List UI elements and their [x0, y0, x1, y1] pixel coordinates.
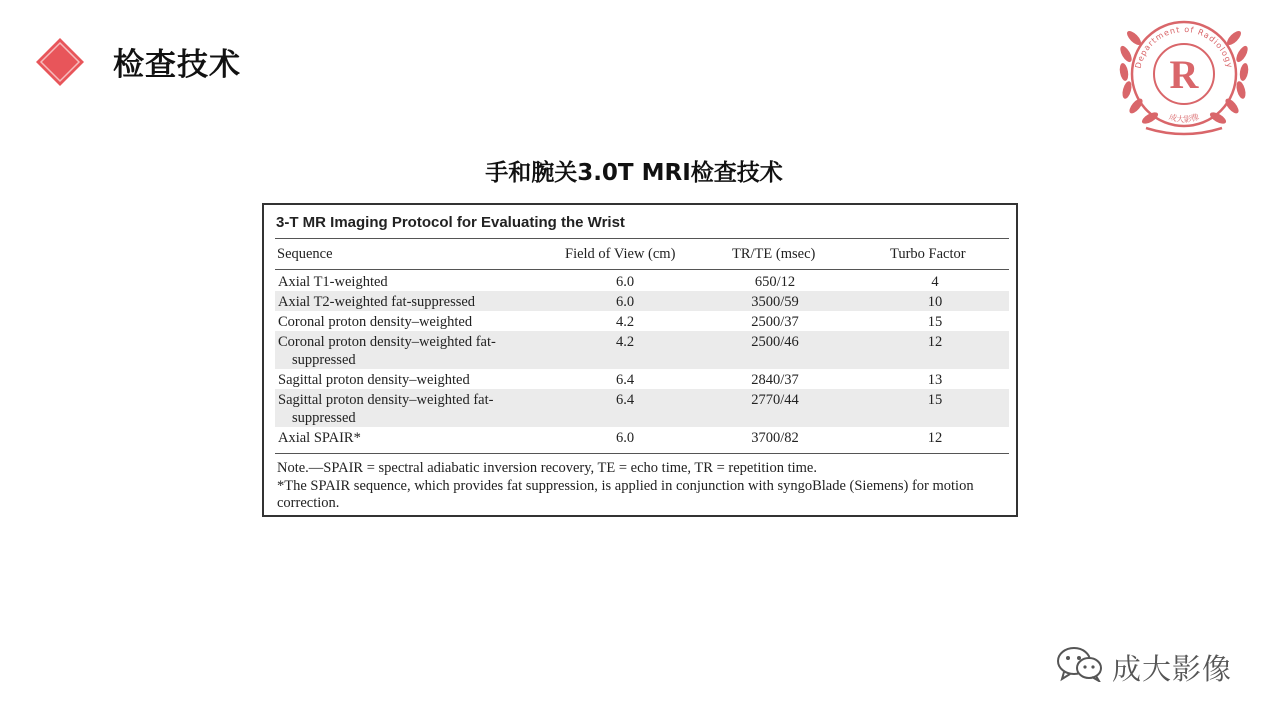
table-top-rule: [275, 238, 1009, 239]
wechat-icon: [1056, 646, 1104, 682]
cell-fov: 4.2: [615, 314, 635, 330]
table-row: [275, 271, 1009, 291]
cell-fov: 6.0: [615, 274, 635, 290]
cell-turbo: 13: [927, 372, 943, 388]
cell-trte: 2500/46: [751, 334, 799, 350]
watermark-text: 成大影像: [1112, 652, 1233, 686]
section-subtitle: 手和腕关3.0T MRI检查技术: [485, 160, 783, 186]
column-header-fov: Field of View (cm): [565, 246, 676, 262]
cell-sequence: Sagittal proton density–weighted: [278, 372, 470, 388]
cell-turbo: 15: [927, 314, 943, 330]
table-row: [275, 291, 1009, 311]
radiology-department-logo: [1110, 12, 1258, 140]
cell-trte: 2500/37: [751, 314, 799, 330]
cell-fov: 6.4: [615, 372, 635, 388]
cell-turbo: 12: [927, 334, 943, 350]
table-title: 3-T MR Imaging Protocol for Evaluating the Wrist: [276, 214, 625, 231]
table-bottom-rule: [275, 453, 1009, 454]
cell-fov: 6.0: [615, 430, 635, 446]
table-row: [275, 369, 1009, 389]
cell-sequence: Axial T2-weighted fat-suppressed: [278, 294, 476, 310]
cell-turbo: 12: [927, 430, 943, 446]
table-row: [275, 311, 1009, 331]
logo-ring-top-text: Department of Radiology: [1133, 24, 1235, 70]
table-row: [275, 389, 1009, 427]
column-header-sequence: Sequence: [277, 246, 333, 262]
protocol-table: [262, 203, 1018, 517]
page-title: 检查技术: [113, 47, 241, 83]
note-spair-footnote: *The SPAIR sequence, which provides fat suppression, is applied in conjunction with syngoBlade (Siemens) for motion correction.: [277, 477, 974, 511]
cell-sequence: Sagittal proton density–weighted fat- suppressed: [278, 392, 494, 426]
cell-turbo: 10: [927, 294, 943, 310]
logo-letter: R: [1169, 52, 1199, 97]
cell-sequence: Axial T1-weighted: [278, 274, 388, 290]
column-header-turbo: Turbo Factor: [890, 246, 966, 262]
cell-turbo: 4: [931, 274, 939, 290]
svg-text:成大影像: [1168, 111, 1200, 124]
column-header-trte: TR/TE (msec): [732, 246, 816, 262]
table-row: [275, 427, 1009, 447]
cell-turbo: 15: [927, 392, 943, 408]
table-header-rule: [275, 269, 1009, 270]
watermark: [1056, 644, 1246, 684]
diamond-bullet-icon: [36, 38, 84, 86]
cell-fov: 6.0: [615, 294, 635, 310]
table-row: [275, 331, 1009, 369]
cell-sequence: Axial SPAIR*: [278, 430, 361, 446]
cell-trte: 650/12: [754, 274, 796, 290]
cell-sequence: Coronal proton density–weighted fat- suppressed: [278, 334, 496, 368]
cell-trte: 2770/44: [751, 392, 799, 408]
cell-fov: 4.2: [615, 334, 635, 350]
logo-ring-bottom-text: 成大影像: [1167, 112, 1201, 125]
note-abbreviations: Note.—SPAIR = spectral adiabatic inversion recovery, TE = echo time, TR = repetition time.: [277, 460, 817, 476]
cell-trte: 3500/59: [751, 294, 799, 310]
cell-fov: 6.4: [615, 392, 635, 408]
table-note: [277, 460, 1012, 513]
table-body: [275, 271, 1009, 447]
cell-trte: 2840/37: [751, 372, 799, 388]
cell-trte: 3700/82: [751, 430, 799, 446]
cell-sequence: Coronal proton density–weighted: [278, 314, 473, 330]
